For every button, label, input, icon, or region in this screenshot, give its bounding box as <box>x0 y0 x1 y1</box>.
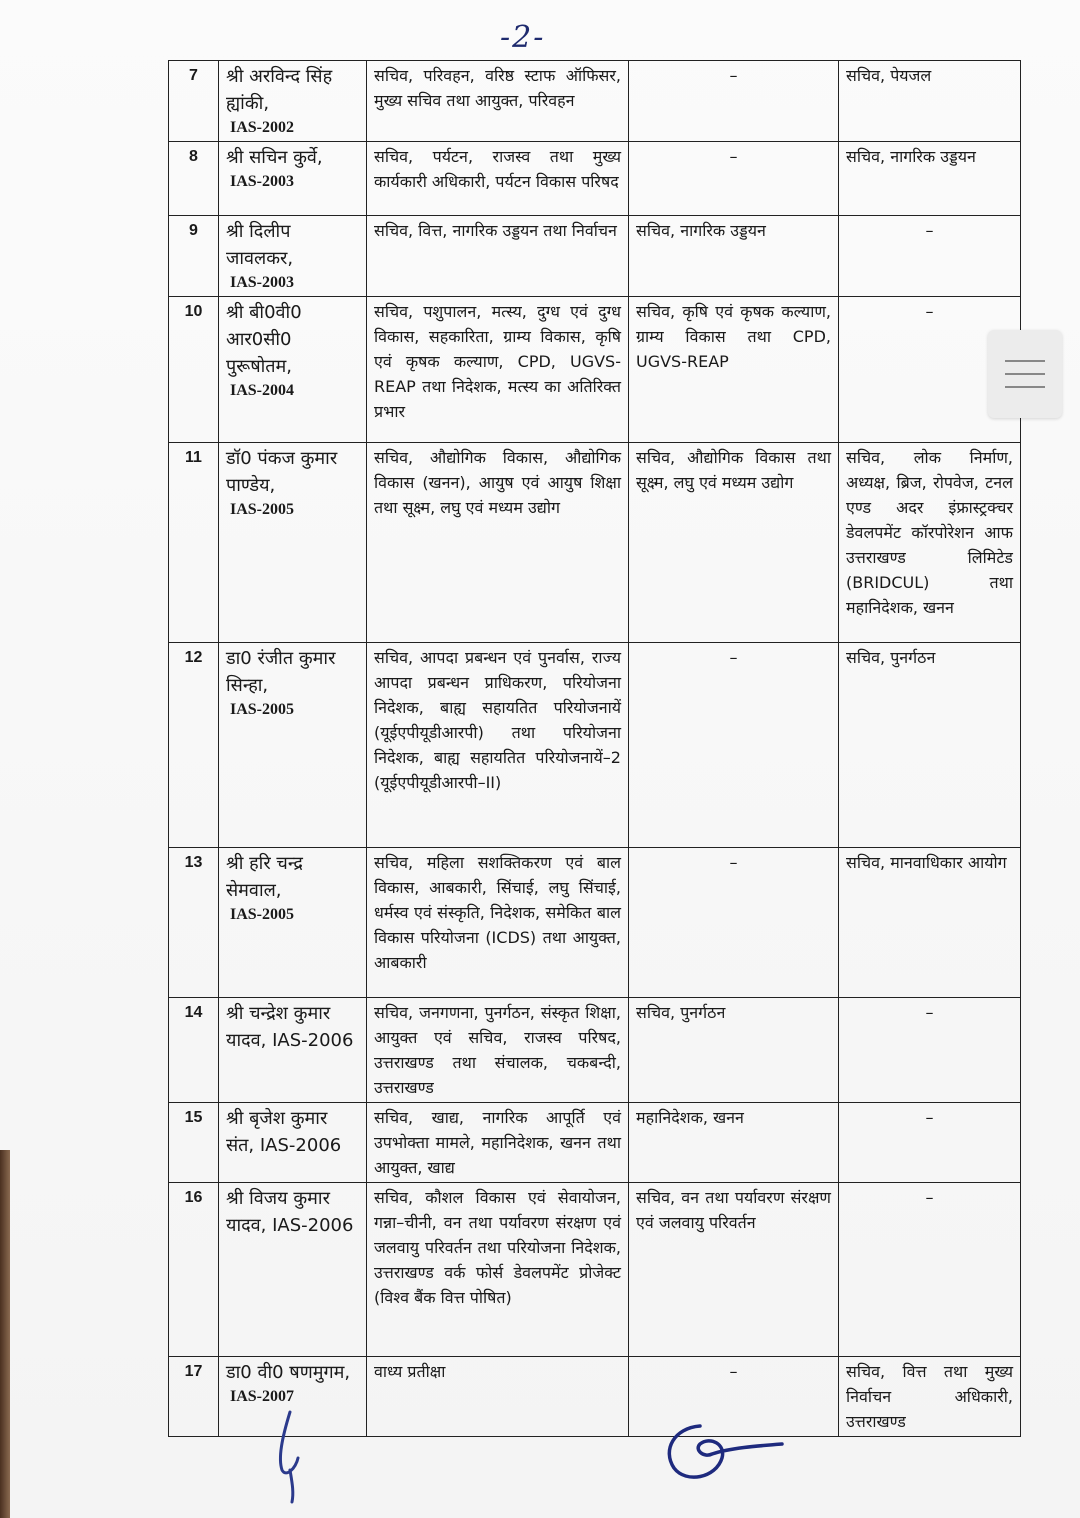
current-posts-cell <box>367 1357 629 1437</box>
current-posts: सचिव, महिला सशक्तिकरण एवं बाल विकास, आबकारी, सिंचाई, लघु सिंचाई, धर्मस्व एवं संस्कृति, निदेशक, समेकित बाल विकास परियोजना (ICDS) तथा आयुक्त, आबकारी <box>374 853 621 972</box>
retained-posts-cell <box>629 1103 839 1183</box>
retained-posts-cell <box>629 443 839 643</box>
officer-batch: IAS-2003 <box>230 173 295 190</box>
page-number: -2- <box>500 20 546 55</box>
new-posts-cell <box>839 1357 1021 1437</box>
officer-name: श्री हरि चन्द्र सेमवाल, <box>226 853 303 901</box>
new-posts: – <box>925 221 934 240</box>
officer-name: श्री बृजेश कुमार संत, IAS-2006 <box>226 1108 342 1156</box>
officer-name: डा0 रंजीत कुमार सिन्हा, <box>226 648 336 696</box>
current-posts: सचिव, कौशल विकास एवं सेवायोजन, गन्ना–चीनी, वन तथा पर्यावरण संरक्षण एवं जलवायु परिवर्तन तथा परियोजना निदेशक, उत्तराखण्ड वर्क फोर्स डेवलपमेंट प्रोजेक्ट (विश्व बैंक वित्त पोषित) <box>374 1188 621 1307</box>
new-posts: सचिव, पुनर्गठन <box>846 648 936 667</box>
officer-cell <box>219 848 367 998</box>
serial-number: 17 <box>169 1357 219 1437</box>
new-posts: – <box>925 1003 934 1022</box>
current-posts-cell <box>367 998 629 1103</box>
current-posts: सचिव, पर्यटन, राजस्व तथा मुख्य कार्यकारी अधिकारी, पर्यटन विकास परिषद <box>374 147 621 191</box>
new-posts-cell <box>839 848 1021 998</box>
serial-number: 12 <box>169 643 219 848</box>
new-posts: सचिव, वित्त तथा मुख्य निर्वाचन अधिकारी, उत्तराखण्ड <box>846 1362 1013 1431</box>
current-posts-cell <box>367 443 629 643</box>
officer-name: श्री दिलीप जावलकर, <box>226 221 294 269</box>
signature-left <box>268 1408 312 1504</box>
retained-posts: सचिव, वन तथा पर्यावरण संरक्षण एवं जलवायु परिवर्तन <box>636 1188 831 1232</box>
new-posts-cell <box>839 443 1021 643</box>
new-posts: – <box>925 302 934 321</box>
current-posts: सचिव, परिवहन, वरिष्ठ स्टाफ ऑफिसर, मुख्य सचिव तथा आयुक्त, परिवहन <box>374 66 621 110</box>
current-posts-cell <box>367 297 629 443</box>
serial-number: 16 <box>169 1183 219 1357</box>
new-posts: सचिव, पेयजल <box>846 66 932 85</box>
current-posts: सचिव, वित्त, नागरिक उड्डयन तथा निर्वाचन <box>374 221 617 240</box>
table-row <box>169 297 1021 443</box>
officer-name: श्री विजय कुमार यादव, IAS-2006 <box>226 1188 354 1236</box>
serial-number: 8 <box>169 142 219 216</box>
current-posts: सचिव, आपदा प्रबन्धन एवं पुनर्वास, राज्य आपदा प्रबन्धन प्राधिकरण, परियोजना निदेशक, बाह्य सहायतित परियोजनायें (यूईएपीयूडीआरपी) तथा परियोजना निदेशक, बाह्य सहायतित परियोजनायें–2 (यूईएपीयूडीआरपी–II) <box>374 648 621 792</box>
retained-posts: महानिदेशक, खनन <box>636 1108 744 1127</box>
officer-batch: IAS-2005 <box>230 501 295 518</box>
officer-batch: IAS-2004 <box>230 382 295 399</box>
serial-number: 15 <box>169 1103 219 1183</box>
retained-posts-cell <box>629 848 839 998</box>
retained-posts: – <box>729 648 738 667</box>
serial-number: 13 <box>169 848 219 998</box>
new-posts: सचिव, नागरिक उड्डयन <box>846 147 976 166</box>
current-posts-cell <box>367 1103 629 1183</box>
officer-batch: IAS-2003 <box>230 274 295 291</box>
current-posts: सचिव, पशुपालन, मत्स्य, दुग्ध एवं दुग्ध विकास, सहकारिता, ग्राम्य विकास, कृषि एवं कृषक कल्याण, CPD, UGVS-REAP तथा निदेशक, मत्स्य का अतिरिक्त प्रभार <box>374 302 621 421</box>
table-row <box>169 443 1021 643</box>
new-posts-cell <box>839 643 1021 848</box>
retained-posts: – <box>729 853 738 872</box>
new-posts-cell <box>839 998 1021 1103</box>
retained-posts-cell <box>629 643 839 848</box>
current-posts-cell <box>367 1183 629 1357</box>
current-posts-cell <box>367 61 629 142</box>
new-posts: सचिव, मानवाधिकार आयोग <box>846 853 1007 872</box>
officer-name: श्री सचिन कुर्वे, <box>226 147 323 168</box>
serial-number: 10 <box>169 297 219 443</box>
retained-posts: – <box>729 147 738 166</box>
officer-batch: IAS-2005 <box>230 906 295 923</box>
retained-posts-cell <box>629 297 839 443</box>
new-posts-cell <box>839 216 1021 297</box>
retained-posts: सचिव, औद्योगिक विकास तथा सूक्ष्म, लघु एवं मध्यम उद्योग <box>636 448 831 492</box>
signature-right <box>660 1418 790 1488</box>
page-edge-shadow <box>0 1150 10 1518</box>
table-row <box>169 61 1021 142</box>
new-posts: सचिव, लोक निर्माण, अध्यक्ष, ब्रिज, रोपवेज, टनल एण्ड अदर इंफ्रास्ट्रक्चर डेवलपमेंट कॉरपोरेशन आफ उत्तराखण्ड लिमिटेड (BRIDCUL) तथा महानिदेशक, खनन <box>846 448 1013 617</box>
retained-posts-cell <box>629 1183 839 1357</box>
retained-posts-cell <box>629 216 839 297</box>
current-posts-cell <box>367 643 629 848</box>
current-posts-cell <box>367 216 629 297</box>
retained-posts: – <box>729 1362 738 1381</box>
officer-name: श्री बी0वी0 आर0सी0 पुरूषोतम, <box>226 302 302 377</box>
new-posts: – <box>925 1108 934 1127</box>
officer-batch: IAS-2007 <box>230 1388 295 1405</box>
serial-number: 9 <box>169 216 219 297</box>
current-posts: सचिव, जनगणना, पुनर्गठन, संस्कृत शिक्षा, आयुक्त एवं सचिव, राजस्व परिषद, उत्तराखण्ड तथा संचालक, चकबन्दी, उत्तराखण्ड <box>374 1003 621 1097</box>
serial-number: 7 <box>169 61 219 142</box>
current-posts-cell <box>367 142 629 216</box>
officer-cell <box>219 643 367 848</box>
retained-posts: सचिव, कृषि एवं कृषक कल्याण, ग्राम्य विकास तथा CPD, UGVS-REAP <box>636 302 831 371</box>
new-posts: – <box>925 1188 934 1207</box>
new-posts-cell <box>839 1103 1021 1183</box>
transfer-order-table <box>168 60 1021 1437</box>
officer-cell <box>219 142 367 216</box>
new-posts-cell <box>839 1183 1021 1357</box>
officer-batch: IAS-2005 <box>230 701 295 718</box>
retained-posts: सचिव, नागरिक उड्डयन <box>636 221 766 240</box>
officer-cell <box>219 443 367 643</box>
retained-posts-cell <box>629 142 839 216</box>
table-row <box>169 1103 1021 1183</box>
officer-cell <box>219 297 367 443</box>
retained-posts: – <box>729 66 738 85</box>
officer-name: डॉ0 पंकज कुमार पाण्डेय, <box>226 448 338 496</box>
officer-name: श्री चन्द्रेश कुमार यादव, IAS-2006 <box>226 1003 354 1051</box>
officer-cell <box>219 216 367 297</box>
table-row <box>169 643 1021 848</box>
serial-number: 14 <box>169 998 219 1103</box>
table-row <box>169 848 1021 998</box>
officer-cell <box>219 998 367 1103</box>
officer-name: श्री अरविन्द सिंह ह्यांकी, <box>226 66 333 114</box>
table-row <box>169 216 1021 297</box>
retained-posts: सचिव, पुनर्गठन <box>636 1003 726 1022</box>
officer-name: डा0 वी0 षणमुगम, <box>226 1362 351 1383</box>
current-posts: वाध्य प्रतीक्षा <box>374 1362 446 1381</box>
menu-button[interactable] <box>988 330 1062 418</box>
officer-cell <box>219 1103 367 1183</box>
table-row <box>169 142 1021 216</box>
officer-batch: IAS-2002 <box>230 119 295 136</box>
current-posts-cell <box>367 848 629 998</box>
officer-cell <box>219 61 367 142</box>
officer-cell <box>219 1183 367 1357</box>
new-posts-cell <box>839 61 1021 142</box>
table-row <box>169 998 1021 1103</box>
new-posts-cell <box>839 142 1021 216</box>
table-row <box>169 1183 1021 1357</box>
current-posts: सचिव, औद्योगिक विकास, औद्योगिक विकास (खनन), आयुष एवं आयुष शिक्षा तथा सूक्ष्म, लघु एवं मध्यम उद्योग <box>374 448 621 517</box>
current-posts: सचिव, खाद्य, नागरिक आपूर्ति एवं उपभोक्ता मामले, महानिदेशक, खनन तथा आयुक्त, खाद्य <box>374 1108 621 1177</box>
serial-number: 11 <box>169 443 219 643</box>
retained-posts-cell <box>629 998 839 1103</box>
retained-posts-cell <box>629 61 839 142</box>
